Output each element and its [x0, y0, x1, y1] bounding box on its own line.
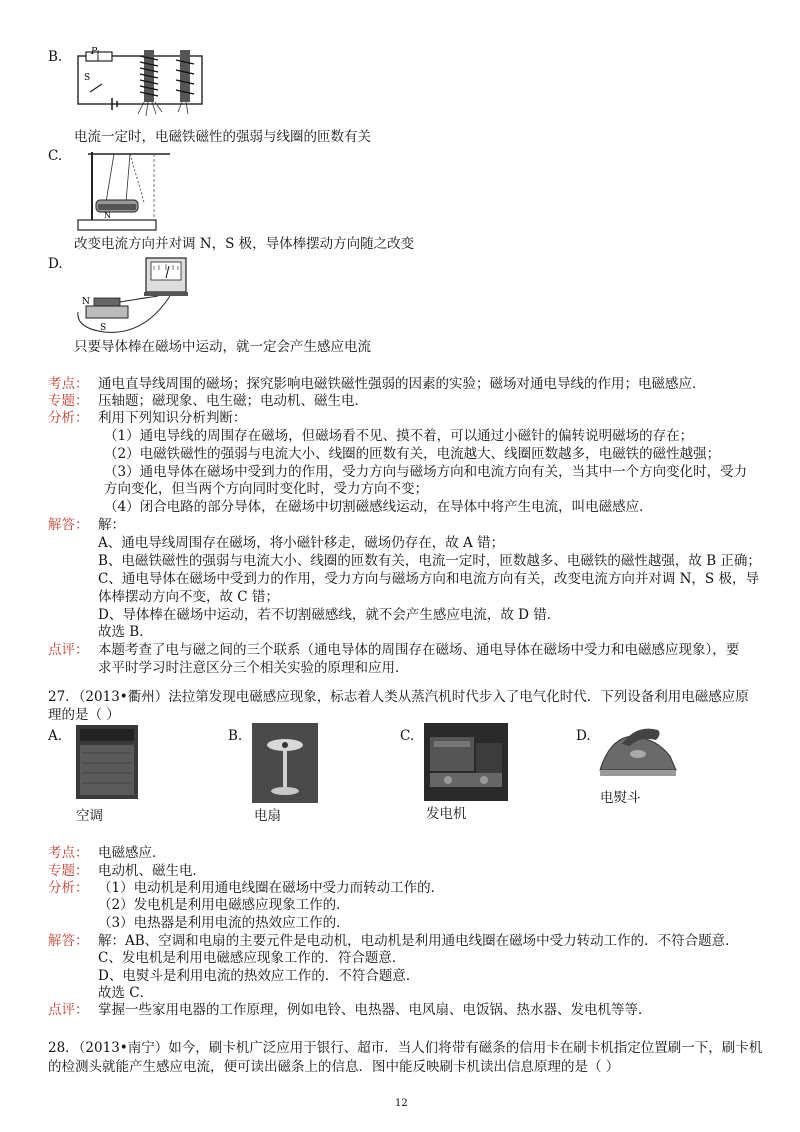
option-c-caption: 改变电流方向并对调 N，S 极，导体棒摆动方向随之改变 — [74, 236, 415, 252]
page-number: 12 — [395, 1098, 408, 1109]
fenxi-line: （2）电磁铁磁性的强弱与电流大小、线圈的匝数有关，电流越大、线圈匝数越多，电磁铁的磁性越强； — [104, 446, 721, 462]
air-conditioner-image — [74, 723, 140, 801]
conductor-swing-apparatus-figure — [74, 146, 174, 232]
q27-jieda-label: 解答： — [48, 933, 89, 949]
option-b-caption: 电流一定时，电磁铁磁性的强弱与线圈的匝数有关 — [74, 129, 371, 145]
q27-option-c-caption: 发电机 — [426, 806, 467, 822]
fenxi-line: （1）通电导线的周围存在磁场，但磁场看不见、摸不着，可以通过小磁针的偏转说明磁场的存在； — [104, 428, 694, 444]
q27-option-a-letter: A. — [48, 728, 63, 744]
q27-kaodian-label: 考点： — [48, 845, 89, 861]
q27-stem-line: 27．（2013•衢州）法拉第发现电磁感应现象，标志着人类从蒸汽机时代步入了电气化时代．下列设备利用电磁感应原 — [48, 689, 749, 705]
rheostat-p-label: P — [91, 47, 98, 57]
jieda-line: C、通电导体在磁场中受到力的作用，受力方向与磁场方向和电流方向有关，改变电流方向并对调 N，S 极，导 — [98, 571, 759, 587]
q27-stem-line: 理的是（ ） — [48, 707, 120, 723]
fenxi-line: 利用下列知识分析判断： — [98, 410, 247, 426]
magnet-s-label: S — [100, 323, 107, 333]
jieda-line: 故选 B． — [98, 624, 153, 640]
fenxi-line: 方向变化，但当两个方向同时变化时，受力方向不变； — [104, 481, 428, 497]
option-d-letter: D. — [48, 256, 63, 272]
dianping-label: 点评： — [48, 642, 89, 658]
q27-jieda-line: 解：AB、空调和电扇的主要元件是电动机，电动机是利用通电线圈在磁场中受力转动工作的．不符合题意． — [98, 933, 739, 949]
generator-image — [424, 723, 508, 801]
option-d-caption: 只要导体棒在磁场中运动，就一定会产生感应电流 — [74, 339, 371, 355]
q27-jieda-line: D、电熨斗是利用电流的热效应工作的．不符合题意． — [98, 968, 420, 984]
electromagnet-circuit-figure — [72, 46, 212, 118]
q27-kaodian-text: 电磁感应． — [98, 845, 166, 861]
q27-option-d-letter: D. — [576, 728, 591, 744]
dianping-line: 求平时学习时注意区分三个相关实验的原理和应用． — [98, 660, 409, 676]
galvanometer-induction-figure — [74, 254, 204, 338]
kaodian-text: 通电直导线周围的磁场；探究影响电磁铁磁性强弱的因素的实验；磁场对通电导线的作用；电磁感应． — [98, 376, 706, 392]
q27-dianping-text: 掌握一些家用电器的工作原理，例如电铃、电热器、电风扇、电饭锅、热水器、发电机等等． — [98, 1002, 652, 1018]
zhuanti-text: 压轴题；磁现象、电生磁；电动机、磁生电． — [98, 393, 368, 409]
q27-option-b-letter: B. — [228, 728, 243, 744]
electric-fan-image — [252, 723, 318, 803]
q28-stem-line: 28．（2013•南宁）如今，刷卡机广泛应用于银行、超市．当人们将带有磁条的信用卡在刷卡机指定位置刷一下，刷卡机 — [48, 1040, 763, 1056]
jieda-line: A、通电导线周围存在磁场，将小磁针移走，磁场仍存在，故 A 错； — [98, 535, 505, 551]
zhuanti-label: 专题： — [48, 393, 89, 409]
switch-s-label: S — [84, 73, 91, 83]
option-c-letter: C. — [48, 148, 63, 164]
magnet-n-label-d: N — [82, 297, 90, 307]
q27-option-c-letter: C. — [400, 728, 415, 744]
option-b-letter: B. — [48, 49, 63, 65]
jieda-label: 解答： — [48, 517, 89, 533]
q27-zhuanti-text: 电动机、磁生电． — [98, 863, 206, 879]
q27-option-b-caption: 电扇 — [254, 808, 281, 824]
q27-zhuanti-label: 专题： — [48, 863, 89, 879]
q27-fenxi-line: （2）发电机是利用电磁感应现象工作的． — [98, 897, 350, 913]
q27-option-d-caption: 电熨斗 — [600, 790, 641, 806]
dianping-line: 本题考查了电与磁之间的三个联系（通电导体的周围存在磁场、通电导体在磁场中受力和电磁感应现象），要 — [98, 642, 740, 658]
q28-stem-line: 的检测头就能产生感应电流，便可读出磁条上的信息．图中能反映刷卡机读出信息原理的是（ ） — [48, 1059, 620, 1075]
fenxi-label: 分析： — [48, 410, 89, 426]
fenxi-line: （4）闭合电路的部分导体，在磁场中切割磁感线运动，在导体中将产生电流，叫电磁感应． — [104, 499, 653, 515]
q27-jieda-line: 故选 C． — [98, 985, 154, 1001]
q27-dianping-label: 点评： — [48, 1002, 89, 1018]
electric-iron-image — [596, 720, 680, 786]
q27-jieda-line: C、发电机是利用电磁感应现象工作的．符合题意． — [98, 950, 406, 966]
q27-option-a-caption: 空调 — [76, 808, 103, 824]
fenxi-line: （3）通电导体在磁场中受到力的作用，受力方向与磁场方向和电流方向有关，当其中一个方向变化时，受力 — [104, 464, 748, 480]
q27-fenxi-line: （1）电动机是利用通电线圈在磁场中受力而转动工作的． — [98, 880, 445, 896]
kaodian-label: 考点： — [48, 376, 89, 392]
q27-fenxi-line: （3）电热器是利用电流的热效应工作的． — [98, 915, 350, 931]
jieda-line: 解： — [98, 517, 125, 533]
q27-fenxi-label: 分析： — [48, 880, 89, 896]
jieda-line: B、电磁铁磁性的强弱与电流大小、线圈的匝数有关，电流一定时，匝数越多、电磁铁的磁性越强，故 B 正确； — [98, 553, 761, 569]
jieda-line: D、导体棒在磁场中运动，若不切割磁感线，就不会产生感应电流，故 D 错． — [98, 607, 561, 623]
magnet-n-label: N — [104, 211, 111, 220]
jieda-line: 体棒摆动方向不变，故 C 错； — [98, 589, 279, 605]
